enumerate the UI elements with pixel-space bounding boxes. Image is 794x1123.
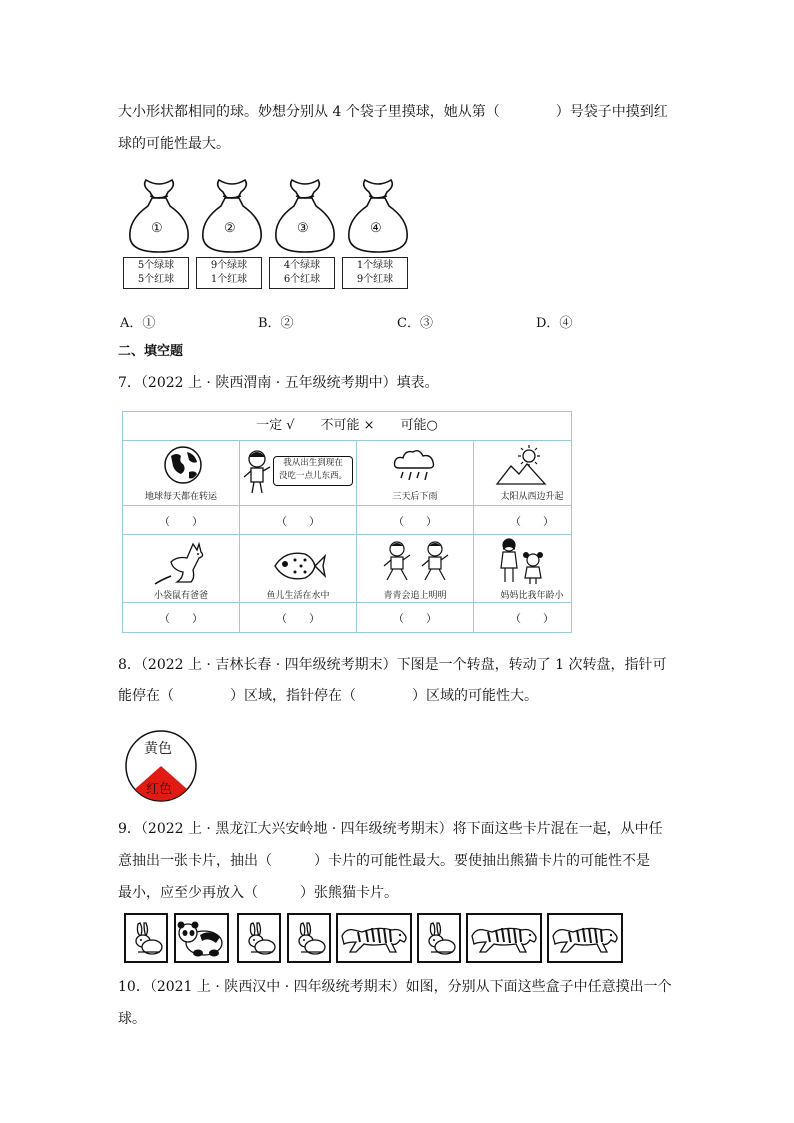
tiger-icon (549, 915, 621, 961)
bag-number: ④ (370, 221, 382, 236)
caption-race: 青青会追上明明 (383, 591, 447, 601)
globe-icon (163, 444, 203, 486)
rabbit-icon (126, 915, 166, 961)
rabbit-card[interactable] (287, 913, 331, 963)
speech-line: 我从出生到现在 (283, 458, 343, 468)
rabbit-card[interactable] (124, 913, 168, 963)
q7-table (122, 411, 572, 633)
answer-blank[interactable]: （ ） (276, 515, 320, 528)
answer-blank[interactable]: （ ） (393, 515, 437, 528)
tiger-icon (338, 915, 410, 961)
panda-card[interactable] (174, 913, 229, 963)
green-count: 1个绿球 (356, 260, 394, 271)
rabbit-icon (419, 915, 459, 961)
kangaroo-icon (153, 540, 209, 586)
bag-number: ① (151, 221, 163, 236)
q9-line1: 9．（2022 上 · 黑龙江大兴安岭地 · 四年级统考期末）将下面这些卡片混在一起，从中任 (118, 821, 663, 837)
bag-1-label (123, 257, 189, 289)
q8-line2: 能停在（ ）区域，指针停在（ ）区域的可能性大。 (118, 688, 538, 704)
bag-3-icon (270, 176, 340, 254)
red-count: 6个红球 (283, 274, 321, 285)
q6-line2: 球的可能性最大。 (118, 136, 230, 152)
answer-blank[interactable]: （ ） (510, 515, 554, 528)
caption-mom: 妈妈比我年龄小 (500, 591, 564, 601)
q10-line1: 10．（2021 上 · 陕西汉中 · 四年级统考期末）如图，分别从下面这些盒子中任意摸出一个 (118, 979, 672, 995)
answer-blank[interactable]: （ ） (159, 515, 203, 528)
q9-line2: 意抽出一张卡片，抽出（ ）卡片的可能性最大。要使抽出熊猫卡片的可能性不是 (118, 853, 650, 869)
red-count: 5个红球 (137, 274, 175, 285)
tiger-icon (468, 915, 540, 961)
rabbit-card[interactable] (237, 913, 281, 963)
sun-mountain-icon (495, 444, 551, 486)
bag-4-label (342, 257, 408, 289)
rabbit-icon (239, 915, 279, 961)
caption-sun: 太阳从西边升起 (500, 492, 564, 502)
mother-daughter-icon (495, 536, 551, 586)
tiger-card[interactable] (547, 913, 623, 963)
bag-number: ② (224, 221, 236, 236)
caption-rain: 三天后下雨 (392, 492, 438, 502)
panda-icon (176, 915, 227, 961)
q9-line3: 最小，应至少再放入（ ）张熊猫卡片。 (118, 885, 398, 901)
speech-line: 没吃一点儿东西。 (278, 471, 347, 481)
q6-line1: 大小形状都相同的球。妙想分别从 4 个袋子里摸球，她从第（ ）号袋子中摸到红 (118, 104, 668, 120)
running-kids-icon (381, 540, 453, 586)
green-count: 5个绿球 (137, 260, 175, 271)
child-icon (241, 447, 275, 497)
q8-line1: 8．（2022 上 · 吉林长春 · 四年级统考期末）下图是一个转盘，转动了 1 次转盘，指针可 (118, 657, 667, 673)
answer-blank[interactable]: （ ） (393, 612, 437, 625)
section-title: 二、填空题 (118, 344, 184, 359)
green-count: 4个绿球 (283, 260, 321, 271)
table-header: 一定 √ 不可能 × 可能○ (123, 412, 571, 441)
speech-bubble (273, 456, 353, 486)
bag-2-label (196, 257, 262, 289)
bag-2-icon (197, 176, 267, 254)
q10-line2: 球。 (118, 1011, 146, 1027)
red-label: 红色 (146, 782, 173, 797)
option-b[interactable]: B．② (258, 316, 294, 331)
tiger-card[interactable] (336, 913, 412, 963)
caption-globe: 地球每天都在转运 (144, 492, 217, 502)
rabbit-card[interactable] (417, 913, 461, 963)
q7-stem: 7．（2022 上 · 陕西渭南 · 五年级统考期中）填表。 (118, 375, 439, 391)
rain-cloud-icon (391, 448, 437, 484)
answer-blank[interactable]: （ ） (159, 612, 203, 625)
option-a[interactable]: A．① (120, 316, 156, 331)
tiger-card[interactable] (466, 913, 542, 963)
answer-blank[interactable]: （ ） (510, 612, 554, 625)
caption-kangaroo: 小袋鼠有爸爸 (153, 591, 208, 601)
bag-3-label (269, 257, 335, 289)
bag-number: ③ (297, 221, 309, 236)
answer-blank[interactable]: （ ） (276, 612, 320, 625)
red-count: 9个红球 (356, 274, 394, 285)
option-c[interactable]: C．③ (397, 316, 433, 331)
green-count: 9个绿球 (210, 260, 248, 271)
yellow-label: 黄色 (144, 741, 172, 757)
option-d[interactable]: D．④ (536, 316, 573, 331)
red-count: 1个红球 (210, 274, 248, 285)
spinner (124, 729, 198, 803)
fish-icon (271, 546, 327, 586)
rabbit-icon (289, 915, 329, 961)
caption-fish: 鱼儿生活在水中 (266, 591, 330, 601)
bag-4-icon (343, 176, 413, 254)
bag-1-icon (124, 176, 194, 254)
